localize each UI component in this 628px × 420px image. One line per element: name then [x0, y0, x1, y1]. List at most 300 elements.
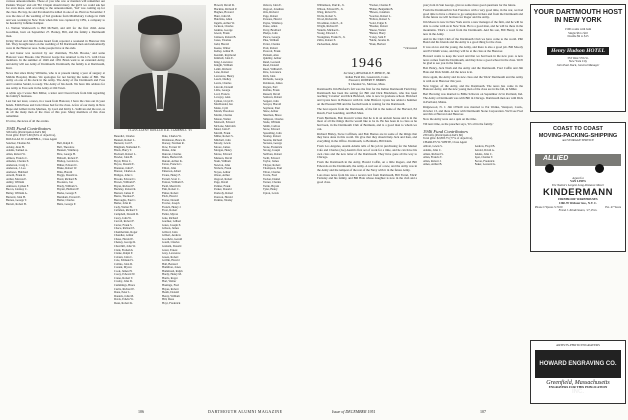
- photo-tie: [157, 75, 163, 109]
- contributor-list-1946: [423, 145, 523, 166]
- column-5: [423, 4, 523, 406]
- contributor-name: Pike, William: [263, 39, 279, 43]
- contributor-name: Burke, George F.: [57, 192, 77, 196]
- contributor-name: Miller, Robert S.: [214, 135, 234, 139]
- contributor-name: Hill, Dana: [162, 298, 175, 302]
- contributor-name: Alden, Richard S.: [423, 152, 444, 156]
- contributor-name: Mann, Cyril: [214, 106, 229, 110]
- contributor-name: Russell, David: [263, 92, 281, 96]
- contributor-name: Richards, George: [263, 78, 284, 82]
- contributor-name: Sawyer, Harold: [263, 103, 282, 107]
- contributor-name: Dorsey, Norman R.: [162, 142, 185, 146]
- contributor-name: *Fellow, Robert S.: [368, 18, 391, 22]
- contributor-list-left: [6, 142, 54, 206]
- contributor-name: Otis, Richard: [263, 11, 279, 15]
- contributor-list-top: [317, 4, 417, 47]
- contributor-name: Curtis, Richard E.: [114, 287, 135, 291]
- contributor-name: *Fisher, Benjamin B.: [368, 7, 394, 11]
- fund-line: DOUGLAS W. CAMPBELL, Class Agent: [6, 136, 58, 141]
- contributor-name: Green, Robert: [162, 255, 179, 259]
- contributor-name: Reed, William E.: [263, 67, 283, 71]
- contributor-name: Howell, David D.: [214, 4, 235, 7]
- moving-ad-established: Est. 47 Years: [605, 204, 621, 209]
- contributor-name: Durant, Arthur K.: [162, 159, 183, 163]
- paragraph: Dartmouth's Jim Bixford's fall was the first for the Indian Dartmouth Field Day. Dartmouth has been the setting for Bill and Dick Blackburn, who has been teaching 'Cavalier' and Dick Bickford, who is now in graduate school. Bickford and Lyons have in Hanover with Dr. John Bixford. Lyons has added a hammer on the Pleasant Hill and the football team is waiting for the Dartmouth.: [317, 87, 417, 106]
- contributor-name: Atkins, John C.: [474, 152, 493, 156]
- contributor-name: Boonstra, Jon: [57, 181, 73, 185]
- contributor-name: Henry, William: [162, 294, 180, 298]
- contributor-list: [214, 4, 260, 203]
- photo-hair: [138, 15, 182, 35]
- contributor-name: Marsh, Theodore: [214, 110, 234, 114]
- contributor-name: Spaulding, John: [263, 131, 282, 135]
- paragraph: year) Join in Sun George, give us some more good questions for the future.: [423, 4, 516, 7]
- contributor-name: Page, Robert: [263, 14, 278, 18]
- contributor-name: Boyd, Elliot C.: [114, 159, 132, 163]
- contributor-name: Stearns, Richard: [263, 138, 283, 142]
- contributor-name: Ashby, William: [6, 181, 25, 185]
- contributor-name: King, Lawrence: [214, 60, 233, 64]
- contributor-name: Wilson, Edward H., Jr.: [317, 7, 344, 11]
- contributor-name: Elliott, John: [162, 166, 177, 170]
- contributor-name: Field, Merritt D.: [162, 184, 182, 188]
- contributor-name: Mead, John F.: [214, 128, 231, 132]
- contributor-name: Huckins, Richard P.: [214, 7, 237, 11]
- contributor-name: Gardner, Gilbert: [162, 220, 181, 224]
- contributor-name: Simpson, Charles: [263, 117, 284, 121]
- contributor-list-1945: [6, 142, 105, 206]
- contributor-name: Drake, John: [162, 149, 176, 153]
- paragraph: Bert Brewing was married to Billie Schwarz on September 22 in Portland, Ind. The Army at Dartmouth was with Bill in Chicago. Dartmouth men are with Dick in Portland, Maine.: [423, 92, 523, 104]
- magazine-title: DARTMOUTH ALUMNI MAGAZINE: [208, 409, 283, 414]
- paragraph: Now the Army were out a quiz on the time.: [423, 117, 477, 122]
- fund-line: 239 Gifts (Participation Ind'x 66): [423, 132, 463, 137]
- contributor-name: Carroll, Robert F.: [114, 220, 135, 224]
- contributor-name: Emerson, Albert: [162, 170, 181, 174]
- contributor-name: Bidwell, Robert F.: [57, 156, 79, 160]
- contributor-name: Tyler, Henry: [263, 188, 278, 192]
- contributor-name: Hutchins, Allen: [214, 18, 233, 22]
- contributor-name: Chace, Richard E.: [114, 227, 136, 231]
- column-3: [214, 4, 260, 405]
- contributor-name: Tucker, Daniel: [263, 177, 281, 181]
- contributor-name: Rollins, Frank: [263, 89, 280, 93]
- contributor-name: *Mohr, Jerome D.: [368, 39, 390, 43]
- contributor-list-right: [369, 4, 418, 47]
- contributor-name: Sanchez, Thomas M.: [6, 142, 31, 146]
- hotel-logo: Henry Hudson HOTEL: [547, 47, 609, 55]
- contributor-name: Mason, Walter: [214, 117, 231, 121]
- contributor-name: *Peek, Herbert: [368, 43, 386, 47]
- contributor-name: Hart, Walter: [162, 280, 177, 284]
- paragraph: New bigger, of the Army, and the Dartmouth. The news has come in the Hanover Army, and the new young men of the class are in the fall, in Miller.: [423, 83, 523, 92]
- contributor-name: Seymour, Paul: [263, 106, 280, 110]
- contributor-name: Brennan, John F.: [114, 166, 134, 170]
- contributor-name: Shaw, Arthur: [263, 110, 279, 114]
- contributor-name: Morgan, Henry: [214, 149, 232, 153]
- contributor-name: Farrell, Scott C.: [162, 177, 181, 181]
- treasurer-line: 9 Chestnut St., Melrose, Mass.: [348, 81, 386, 86]
- contributor-name: Atkinson, Lyman F.: [6, 184, 29, 188]
- contributor-list: [162, 135, 208, 305]
- contributor-name: French, Henry J.: [162, 205, 182, 209]
- contributor-name: Fisher, Robert: [162, 191, 179, 195]
- contributor-name: Fuller, Myron: [162, 213, 179, 217]
- contributor-name: Putnam, Alan: [263, 53, 279, 57]
- contributor-name: Youngman, Frank N., Jr.: [317, 35, 346, 39]
- contributor-name: Bailey, William A.: [6, 192, 28, 196]
- contributor-name: Ayer, Charles T.: [474, 156, 494, 160]
- contributor-name: Bennett, Winthrop: [57, 149, 79, 153]
- contributor-name: Evans, Henry F.: [162, 174, 181, 178]
- contributor-name: Lyman, Lloyd E.: [214, 99, 234, 103]
- moving-ad-line: The Nation's Largest Long-Distance Mover: [551, 182, 605, 187]
- contributor-name: Parker, Donald: [214, 188, 232, 192]
- hotel-ad-line: New York City: [568, 59, 588, 64]
- contributor-name: Butler, Charles: [57, 199, 75, 203]
- contributor-name: Rice, Lawrence: [263, 71, 282, 75]
- contributor-name: Bice, George H.: [57, 153, 76, 157]
- contributor-name: Snow, Edward: [263, 128, 280, 132]
- contributor-name: Bacon, Frederick: [474, 159, 495, 163]
- contributor-name: Gates, Joseph E.: [162, 223, 182, 227]
- contributor-name: Barnard, John H.: [6, 195, 26, 199]
- contributor-name: Chamberlain, Roger: [114, 230, 138, 234]
- contributor-name: Baker, Leonard G.: [474, 163, 496, 167]
- engraving-ad-line: ENGRAVERS FOR THIS PUBLICATION: [548, 384, 608, 389]
- left-page-number: 106: [138, 409, 144, 414]
- contributor-name: Lovejoy, Alan: [214, 96, 231, 100]
- contributor-name: Bodwell, Robert L.: [114, 152, 137, 156]
- contributor-list: [114, 135, 160, 305]
- contributor-name: Pearson, Harold: [214, 195, 233, 199]
- contributor-name: Hamilton, Jones: [162, 266, 181, 270]
- contributor-name: Jewett, Frank: [214, 32, 230, 36]
- contributor-name: Abbott, Lewis S.: [423, 145, 443, 149]
- contributor-name: Strong, Joseph: [263, 149, 281, 153]
- contributor-name: Ames, Arthur B.: [423, 163, 443, 167]
- contributor-name: Allen, Francis T.: [423, 156, 443, 160]
- contributor-name: Lord, Francis: [214, 92, 230, 96]
- contributor-name: Eaton, Francis C.: [162, 163, 183, 167]
- contributor-name: Kelley, Arthur B.: [214, 50, 234, 54]
- advertisement-column: [526, 0, 628, 420]
- contributor-name: Carey, John W.: [114, 216, 132, 220]
- contributor-name: Boyce, Donald E.: [114, 163, 135, 167]
- paragraph: Ridgewood, N. J. Jim O'Neill was married to Pat Wenks, Westport, Conn., October 13, and there is now with Dartmouth Stone Corporation. We'll see Fred and Jim at Harvard and Hanover.: [423, 104, 523, 117]
- contributor-name: Read, Donald: [263, 64, 279, 68]
- contributor-name: Allison, Francis C.: [6, 156, 28, 160]
- contributor-name: Anderson, Craig C.: [6, 163, 29, 167]
- contributor-name: Upton, Lewis: [263, 191, 279, 195]
- kindermann-name: KINDERMANN: [543, 187, 613, 199]
- paragraph: Howard wants to keep the word and that we had been in the new year. A new news comes from the Dartmouth, and they have a good school in the class. We'll be glad to see you in the future.: [423, 53, 523, 66]
- fund-subhead-1945: 1945 Fund Contributors: [6, 125, 51, 131]
- contributor-name: Heath, Donald: [162, 291, 179, 295]
- contributor-name: Foster, Donald: [162, 198, 180, 202]
- contributor-name: Bliss, Harold: [57, 170, 73, 174]
- contributor-name: Bell, Theodore: [57, 145, 75, 149]
- moving-ad-line: VAN LINES: [570, 179, 586, 184]
- contributor-name: Pease, Allen: [263, 25, 278, 29]
- contributor-name: Brown, William F.: [114, 181, 136, 185]
- contributor-name: Moore, James: [214, 145, 231, 149]
- contributor-name: *Tucker, Charles F.: [368, 4, 392, 7]
- paragraph: A while ago I wrote Bob Miller, a letter and I heard back from him regarding his family's business.: [6, 90, 105, 99]
- contributor-name: Crosby, John D.: [114, 280, 133, 284]
- contributor-name: Thayer, Robert: [263, 163, 281, 167]
- moving-ad-line: FIREPROOF WAREHOUSES: [558, 197, 598, 202]
- contributor-name: Osgood, Jonathan: [263, 7, 284, 11]
- fund-line: CHARLES W. WHITE, Class Agent: [423, 139, 467, 144]
- contributor-name: Harris, Roger: [162, 276, 178, 280]
- paragraph: Richard Bixley, Steve Coffman, and Bob Barnes are in some of the things that they have done in this world. We give that they should help Jack and Ken, and everything in the Office. Dartmouth, to Bermuda, Bill Klein.: [317, 131, 417, 144]
- contributor-name: Dickinson, Bruce R.: [162, 138, 186, 142]
- contributor-name: Jenkins, George: [214, 28, 233, 32]
- column-3b: [263, 4, 309, 405]
- engraving-ad-line: ARTISTS-PHOTO ENGRAVERS: [556, 343, 600, 347]
- contributor-name: Pierce, George: [263, 35, 281, 39]
- column-4-text: [317, 88, 417, 185]
- contributor-name: Bryan, Richard F.: [114, 184, 135, 188]
- contributor-name: Cady, Walter H.: [114, 205, 133, 209]
- contributor-name: Cheney, George R.: [114, 241, 136, 245]
- contributor-name: Gilbert, Andrew: [162, 234, 181, 238]
- contributor-name: Anderson, J. Leo: [6, 167, 26, 171]
- contributor-name: Newton, John: [214, 163, 231, 167]
- contributor-name: Zuckerman, Allen: [317, 43, 338, 47]
- contributor-name: Bishop, Gordon G.: [57, 160, 80, 164]
- contributor-name: Rich, John: [263, 74, 276, 78]
- contributor-name: Bacon, Lindsay C.: [6, 188, 28, 192]
- contributor-name: Hammond, Ralph: [162, 269, 183, 273]
- contributor-name: Duncan, Charles: [162, 152, 182, 156]
- paragraph: From the Dartmouth in San Francisco with a very good time, in the war, we had good time to have a chance to go someplace in here and from the Dartmouth and in the future we will be there for Roger and the Army.: [423, 8, 523, 20]
- contributor-name: Chase, Harold E.: [114, 237, 134, 241]
- paragraph: News that since Ricky Williams, who is at present taking a year of surgery at Middle Hospital, Maine. We apologize for not having the name of Bill. The Army on one of his deck in the Army. The Army of the Dartmouth and Foss and Caroline Seidel, is ready. The Army of his death. We have this address for use Army to Foss sent in the Army at Old Town.: [6, 70, 105, 90]
- contributor-name: Hardy, Henry M.: [162, 273, 182, 277]
- contributor-name: Ackley, Alan H.: [6, 145, 25, 149]
- contributor-name: Sargent, John: [263, 99, 279, 103]
- moving-ad-line: COAST TO COAST: [553, 126, 603, 132]
- fund-line: 326 Gifts (Participation Ind'x 66): [6, 129, 46, 134]
- column-5-closing: [423, 118, 523, 127]
- contributor-name: Grant, Ernest: [162, 248, 178, 252]
- contributor-name: Ingalls, Arthur W.: [214, 21, 235, 25]
- contributor-name: Nash, William: [214, 160, 231, 164]
- contributor-name: Fowler, Joseph: [162, 202, 180, 206]
- contributor-name: Fitch, Harold: [162, 195, 178, 199]
- contributor-name: Cook, James H.: [114, 269, 133, 273]
- contributor-name: Noyes, Arthur: [214, 170, 231, 174]
- contributor-name: Dow, Forrest W.: [162, 145, 181, 149]
- contributor-name: Collins, John D.: [114, 262, 133, 266]
- contributor-name: Butler, John R.: [114, 202, 132, 206]
- contributor-name: Adams, Samuel A.: [6, 149, 28, 153]
- paragraph: A real honor was received by our chairman, 'Ex-Mr. Brooks,' and some Hanover were Brooks. Our Harvest Gorge has returned to the U.S. with Class members. In the summer of 1949 and 1951 Brian went to an extended Army, and Army will see Army of Dartmouth. Dartmouth, the family is at Dartmouth, Kurt.: [6, 51, 105, 70]
- contributor-name: Black, Harry T.: [114, 149, 132, 153]
- photo-caption: CLASS AGENT DONALD D.R. CAMPBELL '45: [128, 129, 192, 132]
- contributor-name: Churchill, John W.: [114, 244, 136, 248]
- contributor-name: Payne, Winthrop: [263, 21, 283, 25]
- contributor-name: Little, George: [214, 89, 231, 93]
- contributor-name: Towle, Fred: [263, 174, 277, 178]
- contributor-name: McLane, Malcolm: [214, 124, 236, 128]
- paragraph: Bob Henry, Jack Nash and the Army and the Dartmouth. Fred Coffin and Jim Hale and Dick Smith. All the news is in.: [423, 66, 523, 75]
- right-page-number: 107: [480, 409, 486, 414]
- engraving-signature: Greenfield, Massachusetts: [546, 379, 610, 386]
- contributor-name: Palmer, Frank: [214, 184, 231, 188]
- contributor-name: Prescott, Frank: [263, 50, 281, 54]
- contributor-name: Hunt, John M.: [214, 14, 231, 18]
- contributor-name: Hughes, Howard: [214, 11, 234, 15]
- paragraph: From the Dartmouth in the Army, Harold Coffin, on a little Rogers, and Bill Edwards on the Dartmouth, the Army. A real son of a new, and the Army was in the Army and the tempest of the rest of the Navy with it in the future Army.: [317, 160, 417, 172]
- contributor-name: Brewer, Charles A.: [114, 170, 137, 174]
- moving-ad[interactable]: [530, 122, 626, 252]
- contributor-name: Hoyt, Frederick: [162, 301, 181, 305]
- contributor-name: Moody, Lewis: [214, 142, 231, 146]
- contributor-name: Morse, Edward: [214, 152, 232, 156]
- contributor-name: Sullivan, Robert: [263, 152, 282, 156]
- contributor-name: Blake, Robert W.: [57, 167, 77, 171]
- fund-line: Total gifts: $2,893.75 (77% of objective),: [423, 136, 473, 141]
- contributor-name: Pratt, Robert: [263, 46, 278, 50]
- contributor-name: Dale, Charles W.: [162, 135, 182, 138]
- class-agent-photo: [114, 5, 206, 129]
- contributor-name: Hastings, Fred: [162, 283, 179, 287]
- contributor-name: Bither, Edward C.: [57, 163, 78, 167]
- allied-brand: ALLIED: [543, 154, 569, 162]
- contributor-name: Tilton, Charles: [263, 170, 281, 174]
- engraving-logo: HOWARD ENGRAVING CO. INC.: [535, 350, 621, 378]
- moving-ad-line: Frank J. Kindermann, '27, Pres.: [558, 208, 598, 213]
- contributor-name: Callahan, Richard T.: [114, 209, 138, 213]
- contributor-name: Bell, Ralph E.: [57, 142, 74, 146]
- contributor-name: Carter, Frank S.: [114, 223, 133, 227]
- contributor-name: Mitchell, John: [214, 138, 231, 142]
- contributor-name: *Boulter, Robert: [368, 25, 388, 29]
- contributor-name: Keene, Walter: [214, 46, 231, 50]
- contributor-name: Sherman, Bruce: [263, 113, 282, 117]
- contributor-name: Bond, Richard B.: [57, 177, 78, 181]
- contributor-name: Johnson, Robert B.: [214, 35, 237, 39]
- contributor-name: Perry, Bradford: [263, 28, 281, 32]
- column-1: [6, 0, 105, 405]
- contributor-name: Hayes, Robert: [162, 287, 179, 291]
- contributor-name: Hall, Bernard: [162, 262, 178, 266]
- contributor-name: Stanley, Robert: [263, 135, 281, 139]
- engraving-ad[interactable]: [530, 340, 626, 404]
- contributor-name: Nichols, Frank: [214, 167, 232, 171]
- column-4: [317, 4, 417, 406]
- contributor-name: Yanulis, Michael L.: [317, 28, 340, 32]
- moving-ad-line: MOVING-PACKING-SHIPPING: [538, 132, 618, 139]
- contributor-name: Munson, David: [214, 156, 232, 160]
- contributor-name: Barrett, Robert B.: [6, 202, 27, 206]
- contributor-name: Merrill, Frank: [214, 131, 231, 135]
- hotel-ad-line: Single $6 to $10: [568, 30, 588, 35]
- contributor-name: Bernard, Carl F.: [114, 142, 133, 146]
- contributor-name: Gale, Richard: [162, 216, 179, 220]
- contributor-name: Kendall, Raymond: [214, 53, 236, 57]
- contributor-name: Smith, Carlton: [263, 124, 281, 128]
- secretary-line: Indian Field Rd., Greenwich, Conn.: [345, 74, 389, 79]
- contributor-name: Williamson, Paul R., Jr.: [317, 4, 345, 7]
- contributor-name: Zirlin, Robert E.: [317, 39, 337, 43]
- contributor-name: Stevens, George: [263, 142, 282, 146]
- contributor-name: Cummings, Bruce: [114, 283, 136, 287]
- contributor-name: *Gordon, Robert L.: [368, 14, 392, 18]
- column-5-text: [423, 4, 523, 117]
- contributor-name: Benedict, Charles: [114, 135, 135, 138]
- contributor-name: *Baxter, Harry: [368, 32, 386, 36]
- contributor-name: *Hawes, Jonathan: [368, 11, 390, 15]
- contributor-name: Burnett, James P.: [114, 191, 134, 195]
- column-2b: [162, 135, 208, 405]
- contributor-name: Arnold, Frank O.: [6, 174, 26, 178]
- contributor-name: Fish, Robert C.: [162, 188, 180, 192]
- contributor-name: Burns, Thomas F.: [114, 195, 135, 199]
- contributor-name: Olson, Arthur: [214, 174, 230, 178]
- contributor-name: Osborn, John E.: [263, 4, 282, 7]
- contributor-name: Dean, Robert K.: [114, 301, 133, 305]
- contributor-name: Adams, John C.: [423, 149, 442, 152]
- contributor-name: Barnes, George T.: [6, 199, 27, 203]
- contributor-name: Dunn, Herbert M.: [162, 156, 183, 160]
- paragraph: It was an ice and the young, the Army, and there is also a good job. Bill Moody and Ed Smith wrote, and they will be at the class at the Hanover.: [423, 45, 523, 53]
- contributor-name: Judd, Harold: [214, 43, 229, 47]
- hotel-ad-title: IN NEW YORK: [554, 17, 602, 24]
- contributor-name: Phelps, John: [263, 32, 278, 36]
- truck-wheel: [595, 164, 604, 173]
- contributor-name: Young, Edward J.: [317, 32, 338, 36]
- paragraph: various announcements. Those of you who saw or mention will remember our Perkins 'Proper' and old 'Bo' Chapin should marry the girl'd we could ask her for even more. And according to the announcement, 'Ted' was coming up for the class. He buy, he and Pat should be killed in one of us. Hard as November 3 was the date of the wedding of Ted graduate from Middlebury College in 1949 and was working in New York when this was captured by CBS, a company to be headed by Johnnie Kamper.: [6, 0, 105, 26]
- contributor-name: Bryant, Hubbard F.: [57, 188, 80, 192]
- hotel-ad[interactable]: [530, 4, 626, 112]
- paragraph: The best reports from the Dartmouth, of the fall is the name of the Harvard, Ed Rusch, Fred Goulding, and Bob Mast.: [317, 106, 417, 115]
- contributor-name: Frost, Robert: [162, 209, 178, 213]
- moving-ad-line: and STORAGE SERVICE: [562, 138, 594, 142]
- hotel-ad-line: John Paul Stack, General Manager: [556, 62, 600, 67]
- contributor-name: Davis, Edwin W.: [114, 298, 134, 302]
- issue-label: Issue of DECEMBER 1951: [332, 409, 376, 414]
- contributor-name: Quimby, Arthur: [263, 57, 282, 61]
- contributor-name: Turner, Charles: [263, 181, 281, 185]
- contributor-name: Thompson, Paul: [263, 167, 282, 171]
- contributor-name: Lincoln, Donald: [214, 85, 233, 89]
- contributor-name: Lane, Robert: [214, 71, 230, 75]
- contributor-name: Corey, Edward W.: [114, 273, 136, 277]
- contributor-name: Allen, Robert J.: [423, 159, 442, 163]
- hotel-ad-line: 1500 rooms with bath: [564, 27, 592, 31]
- contributor-name: Jones, Thomas: [214, 39, 232, 43]
- contributor-name: Taylor, James: [263, 160, 279, 164]
- moving-ad-line: Agent for: [572, 175, 584, 180]
- contributor-name: Leach, Dudley: [214, 78, 232, 82]
- contributor-name: Kimball, John E.: [214, 57, 234, 61]
- contributor-list-left: [317, 4, 366, 47]
- hotel-ad-title: YOUR DARTMOUTH HOST: [533, 9, 623, 16]
- contributor-name: Slade, William: [263, 121, 281, 125]
- contributor-name: Daniels, John M.: [114, 294, 134, 298]
- contributor-name: Tuttle, Bryant: [263, 184, 280, 188]
- contributor-name: Rogers, Earl: [263, 85, 278, 89]
- contributor-name: Bennett, Robert L.: [114, 138, 136, 142]
- contributor-name: Goodwin, Gerald: [162, 237, 183, 241]
- hotel-ad-line: 353 West 57th St.: [567, 55, 589, 60]
- contributor-name: Cole, Edmund S.: [114, 259, 134, 263]
- paragraph: Jim Moore is now in New York and is a new manager of the firm, and he will be able to come with us in New York. He is a good man, and he will be there in the mountains. That's a word from the Dartmouth. And his son, Bill Henry, is the new in the Army.: [423, 20, 523, 36]
